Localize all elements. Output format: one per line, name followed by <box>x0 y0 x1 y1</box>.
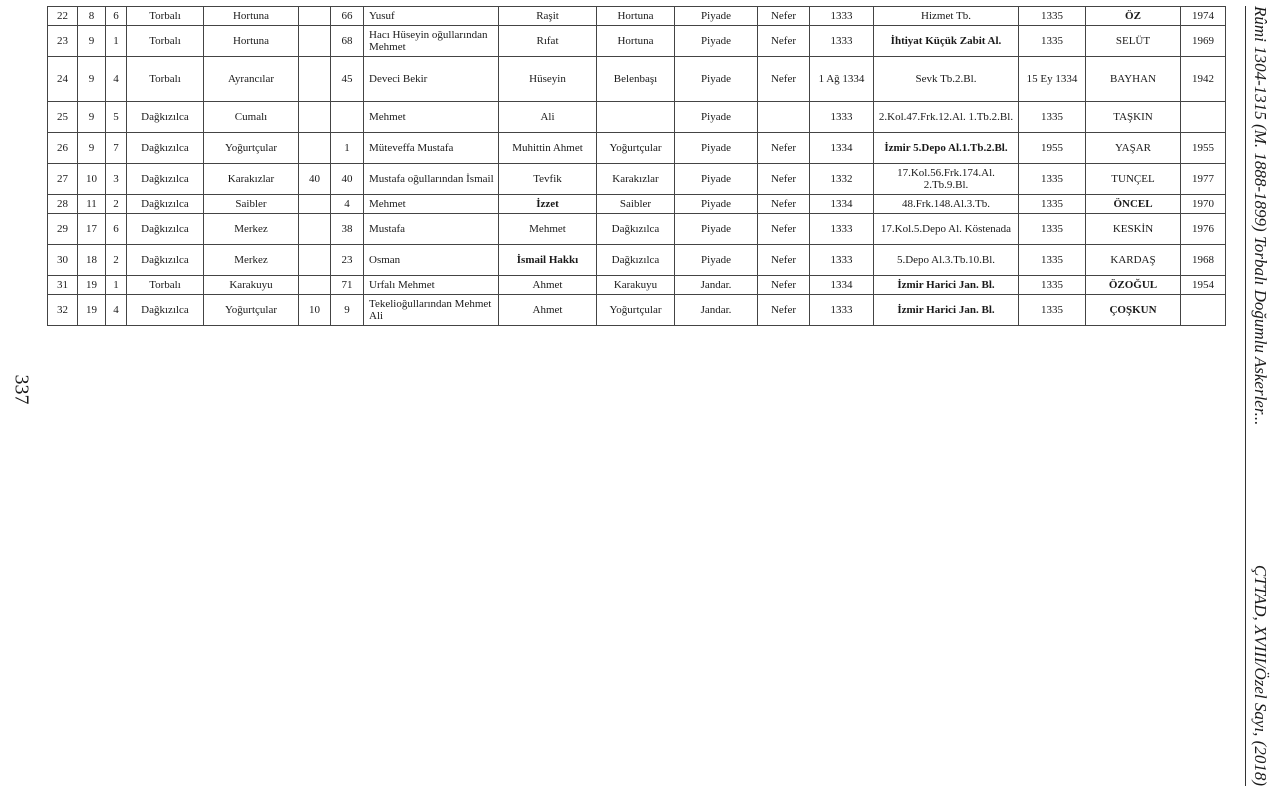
table-cell: 1 <box>106 26 127 57</box>
table-cell <box>299 102 331 133</box>
table-cell: 1969 <box>1181 26 1226 57</box>
table-cell: 6 <box>106 214 127 245</box>
table-cell <box>1181 295 1226 326</box>
table-cell <box>299 214 331 245</box>
table-cell: Yoğurtçular <box>204 295 299 326</box>
table-cell: 1335 <box>1019 7 1086 26</box>
table-cell: Rıfat <box>499 26 597 57</box>
table-cell: Yoğurtçular <box>204 133 299 164</box>
table-cell: 1335 <box>1019 276 1086 295</box>
table-cell: Nefer <box>758 26 810 57</box>
header-rule <box>1245 6 1246 786</box>
table-cell: 31 <box>48 276 78 295</box>
table-cell: Nefer <box>758 214 810 245</box>
table-cell: Dağkızılca <box>597 245 675 276</box>
table-cell: 48.Frk.148.Al.3.Tb. <box>874 195 1019 214</box>
table-cell: Deveci Bekir <box>364 57 499 102</box>
table-cell: Hortuna <box>204 7 299 26</box>
table-cell: Hortuna <box>204 26 299 57</box>
table-cell: ÖZ <box>1086 7 1181 26</box>
table-cell: 1976 <box>1181 214 1226 245</box>
table-cell: 17.Kol.56.Frk.174.Al. 2.Tb.9.Bl. <box>874 164 1019 195</box>
table-cell: Karakuyu <box>597 276 675 295</box>
table-cell: 10 <box>299 295 331 326</box>
table-row <box>48 102 1226 133</box>
table-cell: 23 <box>48 26 78 57</box>
table-cell: 1335 <box>1019 164 1086 195</box>
table-cell: 1968 <box>1181 245 1226 276</box>
table-cell: Nefer <box>758 57 810 102</box>
table-cell: YAŞAR <box>1086 133 1181 164</box>
table-cell: 7 <box>106 133 127 164</box>
table-cell: 71 <box>331 276 364 295</box>
table-cell: Hortuna <box>597 7 675 26</box>
table-cell: Nefer <box>758 164 810 195</box>
table-cell: İsmail Hakkı <box>499 245 597 276</box>
table-cell: 4 <box>106 57 127 102</box>
table-row <box>48 164 1226 195</box>
table-cell: 1 Ağ 1334 <box>810 57 874 102</box>
table-cell: 8 <box>78 7 106 26</box>
table-cell: 4 <box>331 195 364 214</box>
table-cell: Mehmet <box>364 195 499 214</box>
table-cell: Karakızlar <box>204 164 299 195</box>
table-cell: 1974 <box>1181 7 1226 26</box>
table-cell: Saibler <box>597 195 675 214</box>
table-cell: Dağkızılca <box>127 295 204 326</box>
table-cell: 2.Kol.47.Frk.12.Al. 1.Tb.2.Bl. <box>874 102 1019 133</box>
table-cell: Torbalı <box>127 7 204 26</box>
table-cell: Ahmet <box>499 276 597 295</box>
table-cell: 1334 <box>810 195 874 214</box>
table-cell: 1977 <box>1181 164 1226 195</box>
table-cell <box>597 102 675 133</box>
table-cell: 9 <box>78 26 106 57</box>
table-cell: Osman <box>364 245 499 276</box>
table-cell: 15 Ey 1334 <box>1019 57 1086 102</box>
table-cell: Yoğurtçular <box>597 133 675 164</box>
table-cell: Merkez <box>204 245 299 276</box>
table-cell: 24 <box>48 57 78 102</box>
table-row <box>48 295 1226 326</box>
table-cell: Piyade <box>675 57 758 102</box>
table-cell: Karakuyu <box>204 276 299 295</box>
table-cell <box>331 102 364 133</box>
table-cell: İzmir 5.Depo Al.1.Tb.2.Bl. <box>874 133 1019 164</box>
table-cell <box>758 102 810 133</box>
running-header-title: Rûmi 1304-1315 (M. 1888-1899) Torbalı Doğumlu Askerler... <box>1251 6 1270 426</box>
table-cell: Piyade <box>675 164 758 195</box>
table-cell: Tevfik <box>499 164 597 195</box>
table-cell: ÖNCEL <box>1086 195 1181 214</box>
table-cell: 5.Depo Al.3.Tb.10.Bl. <box>874 245 1019 276</box>
table-cell <box>1181 102 1226 133</box>
table-cell: 66 <box>331 7 364 26</box>
table-cell: Piyade <box>675 7 758 26</box>
table-cell: KARDAŞ <box>1086 245 1181 276</box>
table-cell: Nefer <box>758 133 810 164</box>
table-cell: Raşit <box>499 7 597 26</box>
table-cell: 11 <box>78 195 106 214</box>
table-cell: 1333 <box>810 7 874 26</box>
table-cell: İzzet <box>499 195 597 214</box>
table-cell: 10 <box>78 164 106 195</box>
table-cell: 22 <box>48 7 78 26</box>
table-cell: Mehmet <box>499 214 597 245</box>
table-row <box>48 133 1226 164</box>
table-cell: SELÜT <box>1086 26 1181 57</box>
table-cell: Cumalı <box>204 102 299 133</box>
table-cell: Sevk Tb.2.Bl. <box>874 57 1019 102</box>
table-cell: 1 <box>106 276 127 295</box>
table-cell: 25 <box>48 102 78 133</box>
table-cell <box>299 276 331 295</box>
table-cell: 1335 <box>1019 102 1086 133</box>
table-cell: 18 <box>78 245 106 276</box>
table-cell: İzmir Harici Jan. Bl. <box>874 276 1019 295</box>
table-row <box>48 26 1226 57</box>
table-cell: Dağkızılca <box>127 214 204 245</box>
table-cell: 1335 <box>1019 214 1086 245</box>
table-cell: İzmir Harici Jan. Bl. <box>874 295 1019 326</box>
table-cell: İhtiyat Küçük Zabit Al. <box>874 26 1019 57</box>
table-cell <box>299 195 331 214</box>
table-cell: Nefer <box>758 245 810 276</box>
table-cell: Saibler <box>204 195 299 214</box>
table-cell: Piyade <box>675 102 758 133</box>
table-row <box>48 57 1226 102</box>
table-cell: 17 <box>78 214 106 245</box>
table-cell: Nefer <box>758 276 810 295</box>
table-cell: 32 <box>48 295 78 326</box>
table-cell: 29 <box>48 214 78 245</box>
table-cell: 9 <box>331 295 364 326</box>
table-cell: BAYHAN <box>1086 57 1181 102</box>
table-cell: Merkez <box>204 214 299 245</box>
table-cell: Piyade <box>675 26 758 57</box>
table-cell: 30 <box>48 245 78 276</box>
table-cell: 1333 <box>810 214 874 245</box>
table-cell: Piyade <box>675 245 758 276</box>
table-cell: Jandar. <box>675 276 758 295</box>
table-row <box>48 7 1226 26</box>
table-cell: Dağkızılca <box>127 102 204 133</box>
table-cell: Hizmet Tb. <box>874 7 1019 26</box>
table-cell: 2 <box>106 245 127 276</box>
table-cell: 1955 <box>1019 133 1086 164</box>
table-cell: 1942 <box>1181 57 1226 102</box>
soldier-records-table <box>47 6 1226 326</box>
table-cell: Dağkızılca <box>127 195 204 214</box>
table-cell: 5 <box>106 102 127 133</box>
table-cell: 6 <box>106 7 127 26</box>
page-number: 337 <box>10 374 33 405</box>
table-cell: ÖZOĞUL <box>1086 276 1181 295</box>
table-cell: 1970 <box>1181 195 1226 214</box>
table-cell: Hortuna <box>597 26 675 57</box>
running-header-journal: ÇTTAD, XVIII/Özel Sayı, (2018) <box>1251 564 1270 786</box>
table-cell: Nefer <box>758 295 810 326</box>
table-cell: 40 <box>299 164 331 195</box>
table-cell: Yoğurtçular <box>597 295 675 326</box>
table-cell: 40 <box>331 164 364 195</box>
table-cell: 23 <box>331 245 364 276</box>
table-cell: 1335 <box>1019 195 1086 214</box>
table-row <box>48 245 1226 276</box>
table-cell: 1333 <box>810 102 874 133</box>
table-cell: 1955 <box>1181 133 1226 164</box>
table-cell: 1335 <box>1019 245 1086 276</box>
table-row <box>48 214 1226 245</box>
table-cell: 19 <box>78 295 106 326</box>
table-cell: 38 <box>331 214 364 245</box>
table-body <box>48 7 1226 326</box>
table-cell: Torbalı <box>127 26 204 57</box>
table-cell: Mustafa oğullarından İsmail <box>364 164 499 195</box>
table-cell: 4 <box>106 295 127 326</box>
table-cell <box>299 57 331 102</box>
table-cell: Piyade <box>675 214 758 245</box>
table-cell: Torbalı <box>127 57 204 102</box>
table-cell: Mehmet <box>364 102 499 133</box>
table-cell: 1333 <box>810 295 874 326</box>
table-cell: Nefer <box>758 195 810 214</box>
table-cell: Piyade <box>675 195 758 214</box>
table-row <box>48 276 1226 295</box>
table-cell: TUNÇEL <box>1086 164 1181 195</box>
table-cell: 1335 <box>1019 295 1086 326</box>
table-cell: TAŞKIN <box>1086 102 1181 133</box>
table-cell: Karakızlar <box>597 164 675 195</box>
table-cell: Torbalı <box>127 276 204 295</box>
table-cell: Ahmet <box>499 295 597 326</box>
table-cell: 1332 <box>810 164 874 195</box>
table-cell: 1334 <box>810 133 874 164</box>
table-cell: 9 <box>78 133 106 164</box>
table-cell: Ayrancılar <box>204 57 299 102</box>
table-cell: 1333 <box>810 245 874 276</box>
table-cell: 68 <box>331 26 364 57</box>
table-cell: Dağkızılca <box>597 214 675 245</box>
table-cell <box>299 26 331 57</box>
table-cell: Dağkızılca <box>127 133 204 164</box>
table-cell: Ali <box>499 102 597 133</box>
table-cell: 19 <box>78 276 106 295</box>
table-cell: 27 <box>48 164 78 195</box>
table-cell: 26 <box>48 133 78 164</box>
table-cell: 1 <box>331 133 364 164</box>
table-cell: 17.Kol.5.Depo Al. Köstenada <box>874 214 1019 245</box>
table-cell: Mustafa <box>364 214 499 245</box>
table-cell: ÇOŞKUN <box>1086 295 1181 326</box>
table-cell: 9 <box>78 57 106 102</box>
table-cell: Belenbaşı <box>597 57 675 102</box>
table-cell: Hüseyin <box>499 57 597 102</box>
table-cell: 1954 <box>1181 276 1226 295</box>
table-cell: Urfalı Mehmet <box>364 276 499 295</box>
table-cell <box>299 133 331 164</box>
table-cell <box>299 245 331 276</box>
table-cell: Nefer <box>758 7 810 26</box>
table-cell <box>299 7 331 26</box>
table-cell: Hacı Hüseyin oğullarından Mehmet <box>364 26 499 57</box>
running-header <box>1244 6 1274 786</box>
table-cell: 45 <box>331 57 364 102</box>
table-cell: Müteveffa Mustafa <box>364 133 499 164</box>
table-cell: Yusuf <box>364 7 499 26</box>
table-cell: Dağkızılca <box>127 164 204 195</box>
table-cell: 1334 <box>810 276 874 295</box>
table-cell: 2 <box>106 195 127 214</box>
table-row <box>48 195 1226 214</box>
table-cell: 28 <box>48 195 78 214</box>
table-cell: 3 <box>106 164 127 195</box>
table-cell: 9 <box>78 102 106 133</box>
table-cell: Dağkızılca <box>127 245 204 276</box>
table-cell: Tekelioğullarından Mehmet Ali <box>364 295 499 326</box>
table-cell: Muhittin Ahmet <box>499 133 597 164</box>
table-cell: Jandar. <box>675 295 758 326</box>
table-cell: 1333 <box>810 26 874 57</box>
table-cell: KESKİN <box>1086 214 1181 245</box>
table-cell: Piyade <box>675 133 758 164</box>
table-cell: 1335 <box>1019 26 1086 57</box>
